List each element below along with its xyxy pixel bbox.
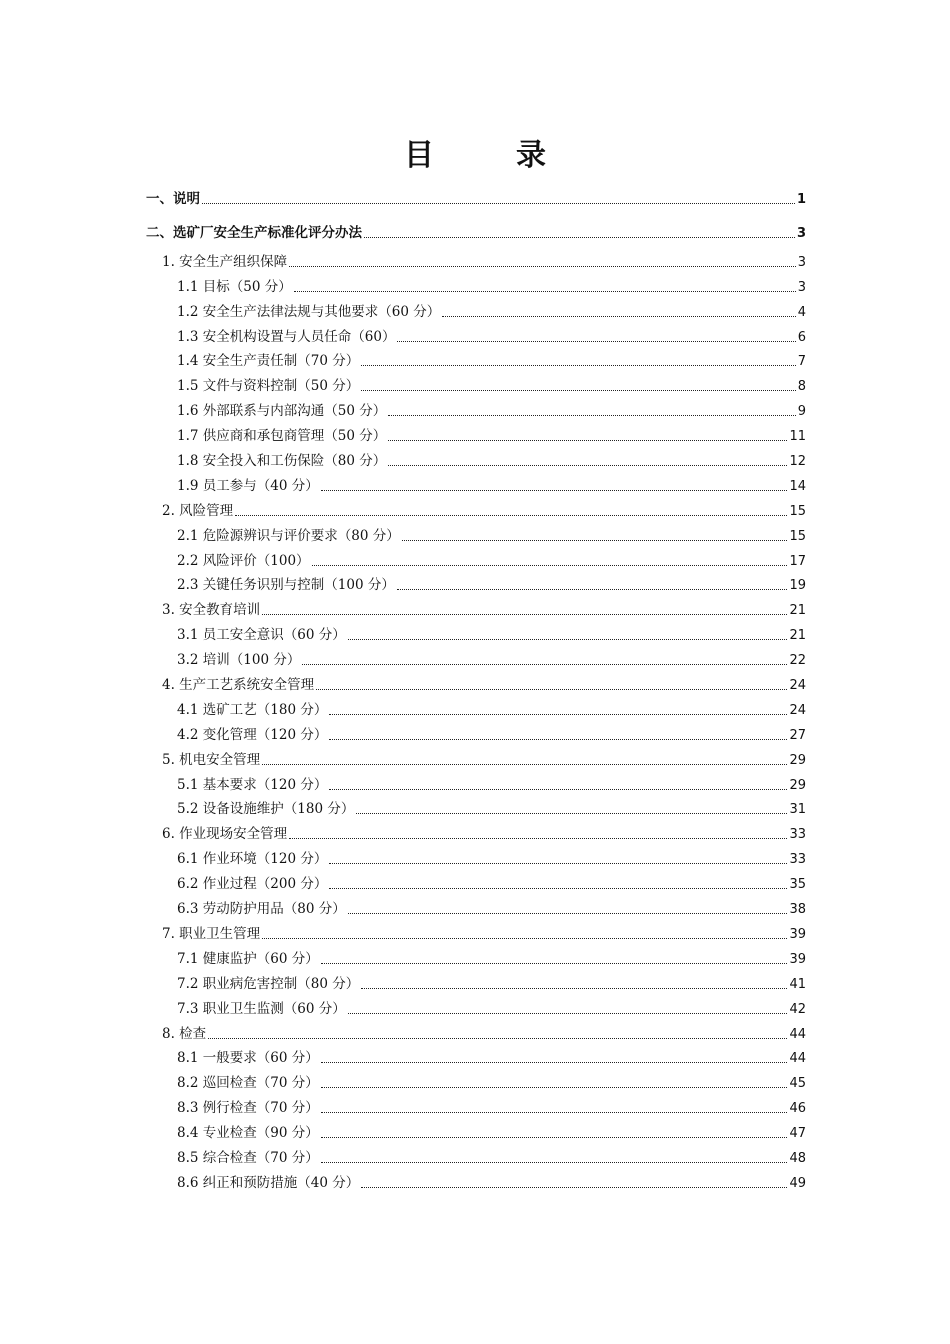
dot-leader (312, 564, 788, 566)
toc-entry-page-number: 47 (789, 1126, 806, 1142)
toc-entry-label: 8.6 纠正和预防措施（40 分） (177, 1174, 360, 1191)
dot-leader (321, 1136, 788, 1138)
toc-entry-page-number: 12 (789, 454, 806, 470)
toc-entry-page-number: 8 (797, 379, 806, 395)
toc-entry-label: 8.5 综合检查（70 分） (177, 1149, 319, 1166)
dot-leader (262, 937, 787, 939)
toc-entry-page-number: 44 (789, 1051, 806, 1067)
toc-entry-page-number: 46 (789, 1101, 806, 1117)
toc-entry[interactable] (146, 943, 806, 968)
toc-entry[interactable] (146, 545, 806, 570)
toc-entry-page-number: 15 (789, 528, 806, 544)
dot-leader (397, 588, 788, 590)
toc-entry-label: 2.3 关键任务识别与控制（100 分） (177, 577, 395, 594)
toc-entry[interactable] (146, 843, 806, 868)
toc-entry-page-number: 22 (789, 653, 806, 669)
toc-entry-page-number: 7 (797, 354, 806, 370)
toc-entry-page-number: 6 (797, 329, 806, 345)
toc-entry-page-number: 17 (789, 553, 806, 569)
toc-entry[interactable] (146, 1067, 806, 1092)
toc-entry[interactable] (146, 184, 806, 208)
toc-entry[interactable] (146, 470, 806, 495)
toc-entry-label: 6.3 劳动防护用品（80 分） (177, 901, 346, 918)
toc-entry-label: 1.7 供应商和承包商管理（50 分） (177, 428, 387, 445)
toc-entry[interactable] (146, 918, 806, 943)
toc-entry[interactable] (146, 818, 806, 843)
toc-entry[interactable] (146, 420, 806, 445)
dot-leader (289, 837, 787, 839)
dot-leader (202, 202, 795, 204)
toc-entry[interactable] (146, 570, 806, 595)
dot-leader (262, 763, 787, 765)
dot-leader (321, 489, 788, 491)
toc-entry-label: 4.2 变化管理（120 分） (177, 726, 328, 743)
toc-entry-label: 2.2 风险评价（100） (177, 552, 310, 569)
toc-entry-label: 1.8 安全投入和工伤保险（80 分） (177, 453, 387, 470)
dot-leader (329, 788, 787, 790)
toc-entry[interactable] (146, 1142, 806, 1167)
toc-entry-label: 6. 作业现场安全管理 (162, 826, 288, 843)
toc-entry[interactable] (146, 719, 806, 744)
dot-leader (361, 1186, 787, 1188)
toc-entry-page-number: 45 (789, 1076, 806, 1092)
toc-entry-label: 7.1 健康监护（60 分） (177, 950, 319, 967)
toc-entry[interactable] (146, 868, 806, 893)
toc-entry-page-number: 42 (789, 1001, 806, 1017)
dot-leader (388, 464, 787, 466)
toc-entry-label: 8. 检查 (162, 1025, 207, 1042)
toc-entry[interactable] (146, 669, 806, 694)
toc-entry-page-number: 49 (789, 1175, 806, 1191)
toc-entry-page-number: 39 (789, 951, 806, 967)
dot-leader (402, 539, 788, 541)
toc-entry[interactable] (146, 744, 806, 769)
dot-leader (262, 613, 787, 615)
toc-entry-page-number: 11 (789, 429, 806, 445)
toc-entry-page-number: 44 (789, 1026, 806, 1042)
dot-leader (442, 315, 795, 317)
dot-leader (302, 663, 787, 665)
toc-entry-label: 3.2 培训（100 分） (177, 652, 301, 669)
toc-entry-page-number: 33 (789, 827, 806, 843)
dot-leader (364, 236, 795, 238)
dot-leader (294, 290, 796, 292)
toc-entry[interactable] (146, 520, 806, 545)
toc-entry[interactable] (146, 1018, 806, 1043)
toc-entry-label: 二、选矿厂安全生产标准化评分办法 (146, 225, 362, 241)
dot-leader (329, 887, 787, 889)
toc-entry-label: 4. 生产工艺系统安全管理 (162, 677, 315, 694)
toc-entry-label: 3.1 员工安全意识（60 分） (177, 627, 346, 644)
toc-entry[interactable] (146, 694, 806, 719)
toc-entry-page-number: 1 (796, 192, 806, 207)
toc-entry[interactable] (146, 993, 806, 1018)
toc-entry-label: 6.2 作业过程（200 分） (177, 876, 328, 893)
toc-entry[interactable] (146, 208, 806, 242)
dot-leader (235, 514, 787, 516)
toc-entry[interactable] (146, 296, 806, 321)
toc-entry[interactable] (146, 445, 806, 470)
toc-entry-label: 2.1 危险源辨识与评价要求（80 分） (177, 527, 400, 544)
dot-leader (321, 1111, 788, 1113)
toc-entry-label: 7.2 职业病危害控制（80 分） (177, 975, 360, 992)
toc-entry[interactable] (146, 395, 806, 420)
dot-leader (348, 912, 788, 914)
toc-entry-label: 1.9 员工参与（40 分） (177, 477, 319, 494)
toc-entry-label: 8.4 专业检查（90 分） (177, 1125, 319, 1142)
dot-leader (321, 1086, 788, 1088)
toc-entry[interactable] (146, 594, 806, 619)
dot-leader (289, 265, 796, 267)
toc-entry-page-number: 24 (789, 702, 806, 718)
toc-entry[interactable] (146, 1043, 806, 1068)
toc-entry[interactable] (146, 619, 806, 644)
toc-entry-label: 1.4 安全生产责任制（70 分） (177, 353, 360, 370)
toc-entry-label: 一、说明 (146, 191, 200, 207)
toc-entry-page-number: 38 (789, 902, 806, 918)
dot-leader (397, 340, 795, 342)
toc-entry-label: 1. 安全生产组织保障 (162, 253, 288, 270)
toc-entry[interactable] (146, 321, 806, 346)
toc-entry-label: 1.1 目标（50 分） (177, 278, 292, 295)
toc-entry[interactable] (146, 346, 806, 371)
toc-entry-page-number: 39 (789, 926, 806, 942)
toc-entry-page-number: 9 (797, 404, 806, 420)
toc-entry-page-number: 3 (796, 226, 806, 241)
toc-entry-label: 5.1 基本要求（120 分） (177, 776, 328, 793)
toc-entry-label: 8.3 例行检查（70 分） (177, 1100, 319, 1117)
dot-leader (348, 1012, 788, 1014)
toc-entry-page-number: 3 (797, 254, 806, 270)
toc-entry-label: 5.2 设备设施维护（180 分） (177, 801, 355, 818)
dot-leader (329, 738, 787, 740)
toc-entry-page-number: 48 (789, 1150, 806, 1166)
toc-entry-page-number: 4 (797, 304, 806, 320)
dot-leader (321, 962, 788, 964)
toc-entry-page-number: 24 (789, 678, 806, 694)
toc-entry-page-number: 29 (789, 777, 806, 793)
toc-entry[interactable] (146, 1092, 806, 1117)
toc-entry[interactable] (146, 370, 806, 395)
toc-entry[interactable] (146, 794, 806, 819)
toc-entry-page-number: 21 (789, 628, 806, 644)
toc-entry-page-number: 41 (789, 976, 806, 992)
toc-entry-label: 1.3 安全机构设置与人员任命（60） (177, 328, 396, 345)
toc-entry-label: 8.2 巡回检查（70 分） (177, 1075, 319, 1092)
dot-leader (316, 688, 787, 690)
toc-entry-label: 2. 风险管理 (162, 502, 234, 519)
toc-entry[interactable] (146, 1117, 806, 1142)
toc-entry-label: 1.2 安全生产法律法规与其他要求（60 分） (177, 303, 441, 320)
toc-entry-page-number: 29 (789, 752, 806, 768)
toc-entry[interactable] (146, 271, 806, 296)
toc-entry-label: 4.1 选矿工艺（180 分） (177, 701, 328, 718)
toc-entry-label: 7. 职业卫生管理 (162, 925, 261, 942)
toc-entry-page-number: 31 (789, 802, 806, 818)
dot-leader (321, 1161, 788, 1163)
toc-entry-label: 1.6 外部联系与内部沟通（50 分） (177, 403, 387, 420)
toc-entry[interactable] (146, 246, 806, 271)
toc-entry-label: 1.5 文件与资料控制（50 分） (177, 378, 360, 395)
toc-entry-label: 6.1 作业环境（120 分） (177, 851, 328, 868)
toc-entry[interactable] (146, 495, 806, 520)
dot-leader (361, 389, 795, 391)
toc-entry-label: 3. 安全教育培训 (162, 602, 261, 619)
toc-entry-page-number: 3 (797, 279, 806, 295)
dot-leader (321, 1061, 788, 1063)
toc-entry[interactable] (146, 769, 806, 794)
dot-leader (356, 812, 787, 814)
dot-leader (329, 713, 787, 715)
toc-entry[interactable] (146, 644, 806, 669)
toc-entry-page-number: 15 (789, 503, 806, 519)
dot-leader (208, 1037, 787, 1039)
dot-leader (361, 987, 787, 989)
toc-entry[interactable] (146, 1167, 806, 1192)
dot-leader (348, 638, 788, 640)
toc-entry-label: 8.1 一般要求（60 分） (177, 1050, 319, 1067)
toc-entry-page-number: 14 (789, 478, 806, 494)
toc-entry-page-number: 19 (789, 578, 806, 594)
dot-leader (329, 862, 787, 864)
toc-entry[interactable] (146, 968, 806, 993)
table-of-contents (146, 184, 806, 1192)
toc-entry-label: 7.3 职业卫生监测（60 分） (177, 1000, 346, 1017)
dot-leader (361, 364, 795, 366)
toc-entry-page-number: 33 (789, 852, 806, 868)
toc-entry-page-number: 21 (789, 603, 806, 619)
toc-entry-page-number: 27 (789, 727, 806, 743)
dot-leader (388, 439, 787, 441)
toc-entry-label: 5. 机电安全管理 (162, 751, 261, 768)
toc-entry-page-number: 35 (789, 877, 806, 893)
dot-leader (388, 414, 795, 416)
page-title: 目 录 (404, 138, 572, 173)
toc-entry[interactable] (146, 893, 806, 918)
